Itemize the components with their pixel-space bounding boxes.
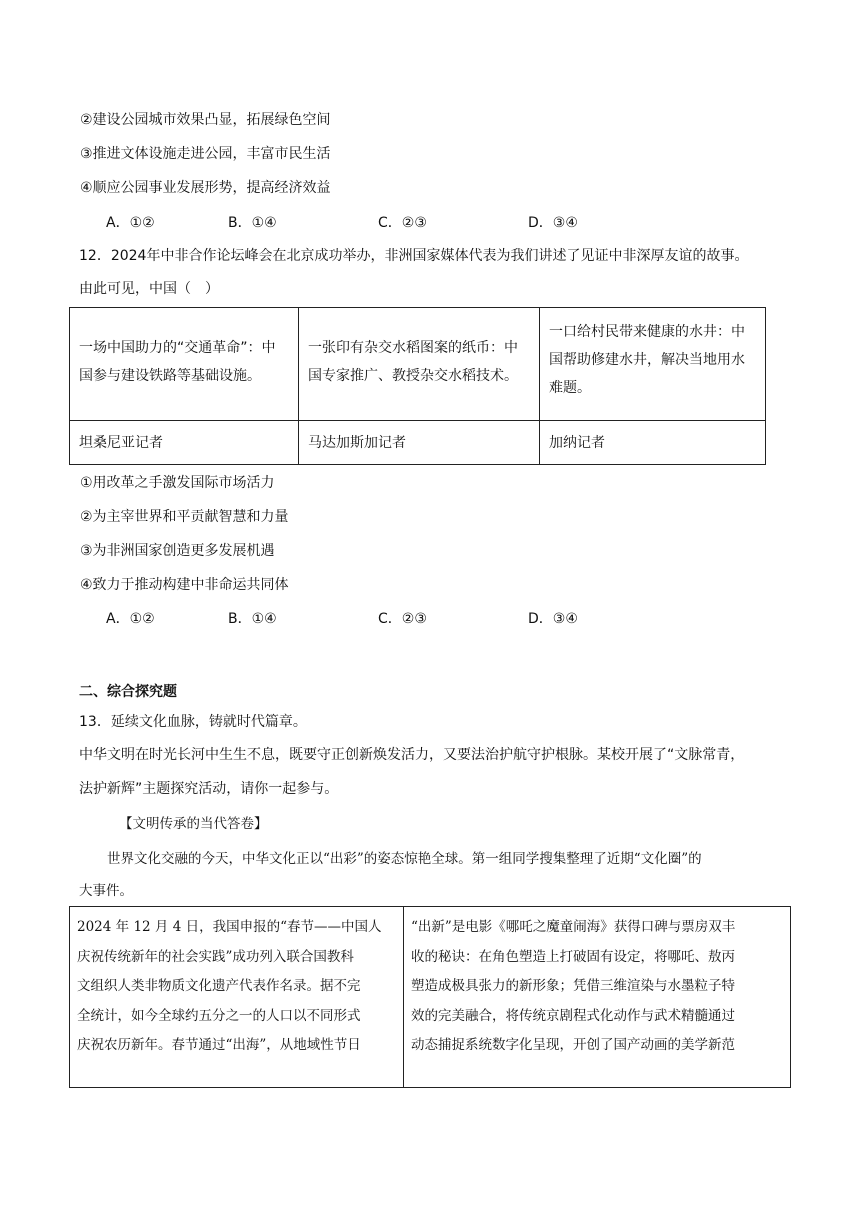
q12-item-1: ①用改革之手激发国际市场活力 [80, 475, 275, 491]
q11-item-3: ③推进文体设施走进公园，丰富市民生活 [80, 146, 331, 162]
q12-stem-line2: 由此可见，中国（ ） [79, 281, 219, 297]
story-cell-tanzania: 一场中国助力的“交通革命”：中 国参与建设铁路等基础设施。 [70, 308, 299, 421]
q13-para-line2: 大事件。 [79, 883, 133, 899]
q12-item-3: ③为非洲国家创造更多发展机遇 [80, 543, 275, 559]
q11-option-d[interactable]: D．③④ [528, 215, 578, 231]
reporter-tanzania: 坦桑尼亚记者 [70, 421, 299, 465]
culture-events-table [69, 906, 791, 1088]
q11-option-c[interactable]: C．②③ [378, 215, 427, 231]
q13-para-line1: 世界文化交融的今天，中华文化正以“出彩”的姿态惊艳全球。第一组同学搜集整理了近期“文化圈”的 [107, 851, 702, 867]
q12-item-2: ②为主宰世界和平贡献智慧和力量 [80, 509, 289, 525]
q12-stem-line1: 12．2024年中非合作论坛峰会在北京成功举办，非洲国家媒体代表为我们讲述了见证中非深厚友谊的故事。 [79, 248, 749, 264]
q13-sub-heading: 【文明传承的当代答卷】 [119, 816, 268, 832]
q12-item-4: ④致力于推动构建中非命运共同体 [80, 577, 289, 593]
q12-option-b[interactable]: B．①④ [228, 611, 277, 627]
section-heading: 二、综合探究题 [79, 684, 177, 700]
q12-option-a[interactable]: A．①② [106, 611, 155, 627]
q11-item-2: ②建设公园城市效果凸显，拓展绿色空间 [80, 112, 331, 128]
q13-intro-line2: 法护新辉”主题探究活动，请你一起参与。 [79, 781, 339, 797]
story-cell-ghana: 一口给村民带来健康的水井：中 国帮助修建水井，解决当地用水 难题。 [540, 308, 766, 421]
q12-story-table [69, 307, 766, 465]
q11-option-b[interactable]: B．①④ [228, 215, 277, 231]
q12-option-d[interactable]: D．③④ [528, 611, 578, 627]
reporter-ghana: 加纳记者 [540, 421, 766, 465]
q13-intro-line1: 中华文明在时光长河中生生不息，既要守正创新焕发活力，又要法治护航守护根脉。某校开展了“文脉常青， [79, 747, 745, 763]
q13-title: 13．延续文化血脉，铸就时代篇章。 [79, 714, 307, 730]
q11-item-4: ④顺应公园事业发展形势，提高经济效益 [80, 180, 331, 196]
story-cell-madagascar: 一张印有杂交水稻图案的纸币：中 国专家推广、教授杂交水稻技术。 [299, 308, 540, 421]
q11-option-a[interactable]: A．①② [106, 215, 155, 231]
q12-option-c[interactable]: C．②③ [378, 611, 427, 627]
reporter-madagascar: 马达加斯加记者 [299, 421, 540, 465]
spring-festival-cell: 2024 年 12 月 4 日，我国申报的“春节——中国人 庆祝传统新年的社会实践”成功列入联合国教科 文组织人类非物质文化遗产代表作名录。据不完 全统计，如今全球约五分之一的人口以不同形式 庆祝农历新年。春节通过“出海”，从地域性节日 [70, 907, 404, 1088]
nezha-film-cell: “出新”是电影《哪吒之魔童闹海》获得口碑与票房双丰 收的秘诀：在角色塑造上打破固有设定，将哪吒、敖丙 塑造成极具张力的新形象；凭借三维渲染与水墨粒子特 效的完美融合，将传统京剧程式化动作与武术精髓通过 动态捕捉系统数字化呈现，开创了国产动画的美学新范 [404, 907, 791, 1088]
